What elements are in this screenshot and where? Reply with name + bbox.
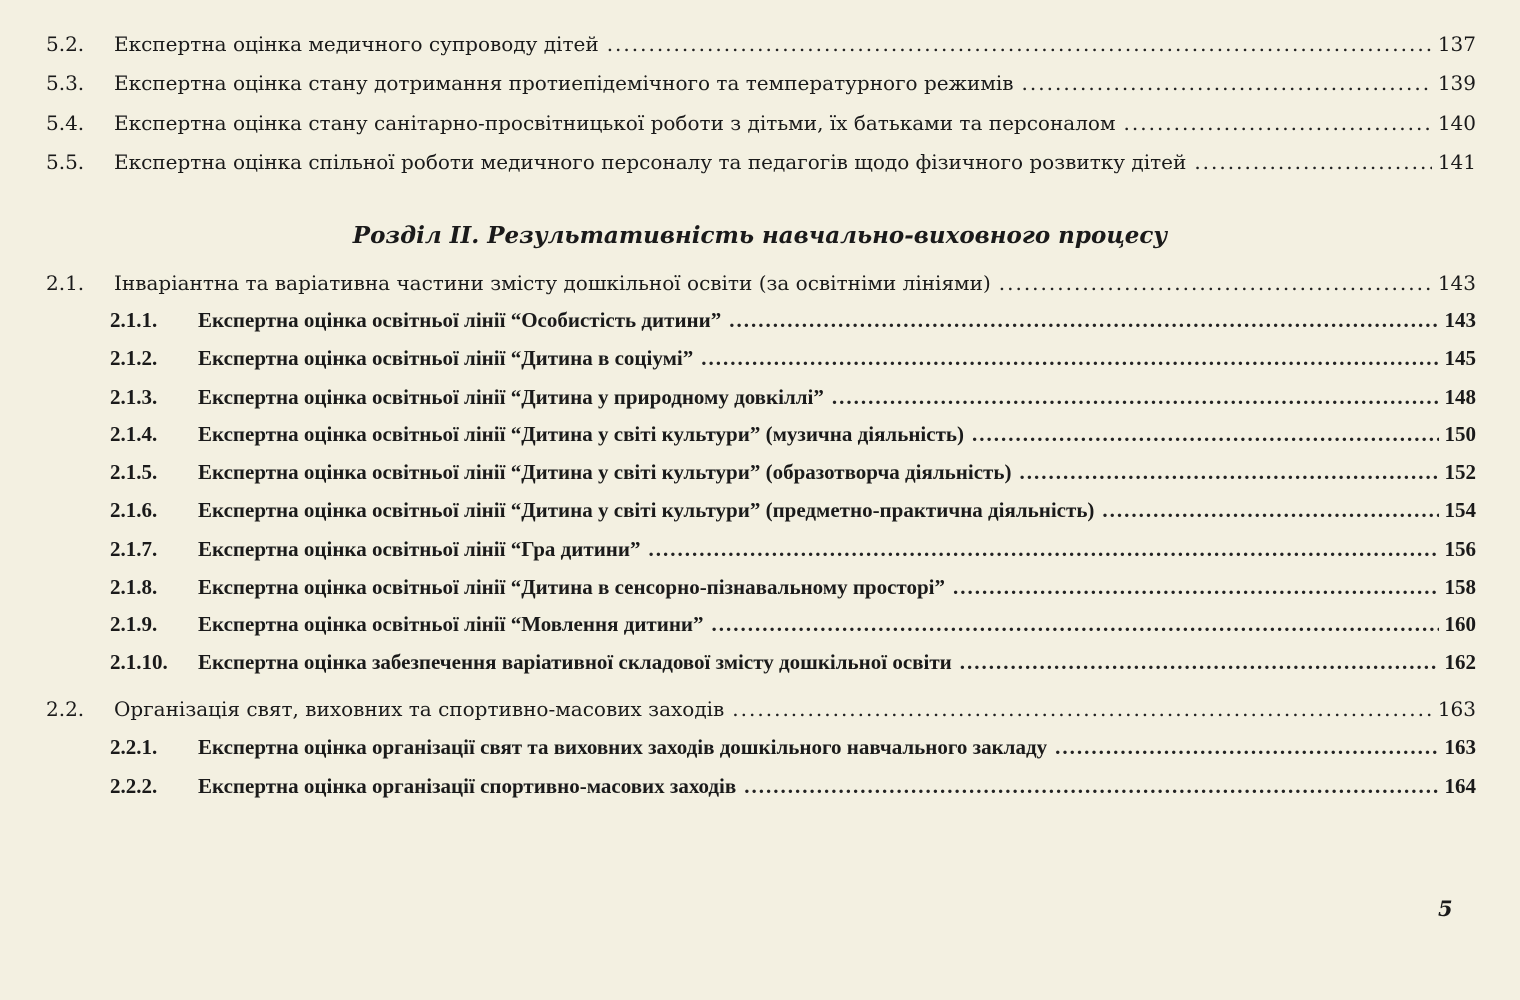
toc-entry-number: 2.1.5. — [110, 460, 158, 484]
dot-leader — [1102, 497, 1438, 523]
dot-leader — [744, 773, 1438, 799]
toc-subentry — [110, 536, 1476, 562]
toc-entry-title: Експертна оцінка освітньої лінії “Дитина в соціумі” — [198, 346, 694, 370]
toc-subentry — [110, 497, 1476, 523]
toc-entry-page: 154 — [1444, 498, 1476, 522]
toc-entry-page: 158 — [1444, 575, 1476, 599]
toc-entry-title: Інваріантна та варіативна частини змісту дошкільної освіти (за освітніми лініями) — [114, 271, 991, 295]
toc-entry-number: 2.2.2. — [110, 774, 158, 798]
toc-subentry — [110, 384, 1476, 410]
toc-entry-page: 143 — [1444, 308, 1476, 332]
toc-subentry — [110, 421, 1476, 447]
toc-entry-page: 150 — [1444, 422, 1476, 446]
dot-leader — [1055, 734, 1438, 760]
dot-leader — [999, 270, 1432, 296]
dot-leader — [729, 307, 1438, 333]
dot-leader — [1124, 110, 1432, 136]
toc-entry-title: Експертна оцінка стану дотримання протиепідемічного та температурного режимів — [114, 71, 1014, 95]
dot-leader — [701, 345, 1438, 371]
section-heading: Розділ ІІ. Результативність навчально-виховного процесу — [352, 222, 1168, 249]
toc-entry-number: 2.1.1. — [110, 308, 158, 332]
toc-entry-number: 2.2.1. — [110, 735, 158, 759]
dot-leader — [832, 384, 1439, 410]
toc-subentry — [110, 459, 1476, 485]
toc-entry-title: Експертна оцінка освітньої лінії “Гра дитини” — [198, 537, 641, 561]
toc-entry-page: 152 — [1444, 460, 1476, 484]
toc-entry-page: 162 — [1444, 650, 1476, 674]
toc-entry-page: 156 — [1444, 537, 1476, 561]
toc-entry-page: 140 — [1437, 111, 1476, 135]
toc-entry-number: 5.2. — [46, 32, 85, 56]
toc-subentry — [110, 773, 1476, 799]
toc-entry — [46, 70, 1476, 96]
toc-entry-number: 5.5. — [46, 150, 85, 174]
toc-entry-title: Експертна оцінка стану санітарно-просвітницької роботи з дітьми, їх батьками та персоналом — [114, 111, 1116, 135]
toc-subentry — [110, 611, 1476, 637]
dot-leader — [953, 574, 1439, 600]
toc-subentry — [110, 574, 1476, 600]
toc-entry-number: 2.2. — [46, 697, 85, 721]
toc-entry-page: 145 — [1444, 346, 1476, 370]
toc-entry-number: 2.1.9. — [110, 612, 158, 636]
toc-entry-page: 163 — [1444, 735, 1476, 759]
toc-entry-page: 160 — [1444, 612, 1476, 636]
dot-leader — [972, 421, 1439, 447]
toc-subentry — [110, 734, 1476, 760]
toc-entry-number: 5.4. — [46, 111, 85, 135]
toc-entry-number: 2.1.8. — [110, 575, 158, 599]
dot-leader — [1022, 70, 1432, 96]
toc-entry-page: 143 — [1437, 271, 1476, 295]
toc-entry-number: 2.1.6. — [110, 498, 158, 522]
toc-entry — [46, 31, 1476, 57]
toc-subentry — [110, 649, 1476, 675]
toc-entry-title: Експертна оцінка освітньої лінії “Особистість дитини” — [198, 308, 722, 332]
toc-entry-number: 2.1.2. — [110, 346, 158, 370]
toc-entry-title: Експертна оцінка медичного супроводу дітей — [114, 32, 599, 56]
toc-entry-page: 148 — [1444, 385, 1476, 409]
toc-entry-page: 137 — [1437, 32, 1476, 56]
toc-entry-number: 5.3. — [46, 71, 85, 95]
toc-entry — [46, 696, 1476, 722]
dot-leader — [1019, 459, 1438, 485]
toc-entry-number: 2.1.3. — [110, 385, 158, 409]
dot-leader — [960, 649, 1439, 675]
dot-leader — [607, 31, 1432, 57]
toc-entry-title: Експертна оцінка освітньої лінії “Дитина у природному довкіллі” — [198, 385, 824, 409]
dot-leader — [712, 611, 1439, 637]
toc-entry-title: Експертна оцінка забезпечення варіативної складової змісту дошкільної освіти — [198, 650, 952, 674]
toc-entry-number: 2.1. — [46, 271, 85, 295]
toc-entry-number: 2.1.7. — [110, 537, 158, 561]
toc-entry-number: 2.1.4. — [110, 422, 158, 446]
toc-subentry — [110, 345, 1476, 371]
toc-entry-title: Експертна оцінка освітньої лінії “Дитина у світі культури” (образотворча діяльність) — [198, 460, 1012, 484]
dot-leader — [649, 536, 1439, 562]
toc-entry-title: Експертна оцінка спільної роботи медичного персоналу та педагогів щодо фізичного розвитку дітей — [114, 150, 1187, 174]
toc-entry — [46, 110, 1476, 136]
toc-entry-title: Експертна оцінка освітньої лінії “Мовлення дитини” — [198, 612, 704, 636]
toc-entry-page: 139 — [1437, 71, 1476, 95]
toc-entry-page: 163 — [1437, 697, 1476, 721]
toc-entry-title: Експертна оцінка освітньої лінії “Дитина у світі культури” (музична діяльність) — [198, 422, 964, 446]
toc-entry-title: Експертна оцінка організації свят та виховних заходів дошкільного навчального закладу — [198, 735, 1048, 759]
toc-entry-title: Експертна оцінка освітньої лінії “Дитина у світі культури” (предметно-практична діяльність) — [198, 498, 1095, 522]
dot-leader — [1194, 149, 1431, 175]
page-number: 5 — [1438, 896, 1453, 921]
toc-entry-title: Експертна оцінка організації спортивно-масових заходів — [198, 774, 737, 798]
toc-subentry — [110, 307, 1476, 333]
toc-entry-title: Організація свят, виховних та спортивно-масових заходів — [114, 697, 725, 721]
toc-entry-page: 141 — [1437, 150, 1476, 174]
toc-entry — [46, 270, 1476, 296]
toc-entry-number: 2.1.10. — [110, 650, 168, 674]
toc-entry-title: Експертна оцінка освітньої лінії “Дитина в сенсорно-пізнавальному просторі” — [198, 575, 945, 599]
toc-entry — [46, 149, 1476, 175]
dot-leader — [732, 696, 1432, 722]
toc-entry-page: 164 — [1444, 774, 1476, 798]
